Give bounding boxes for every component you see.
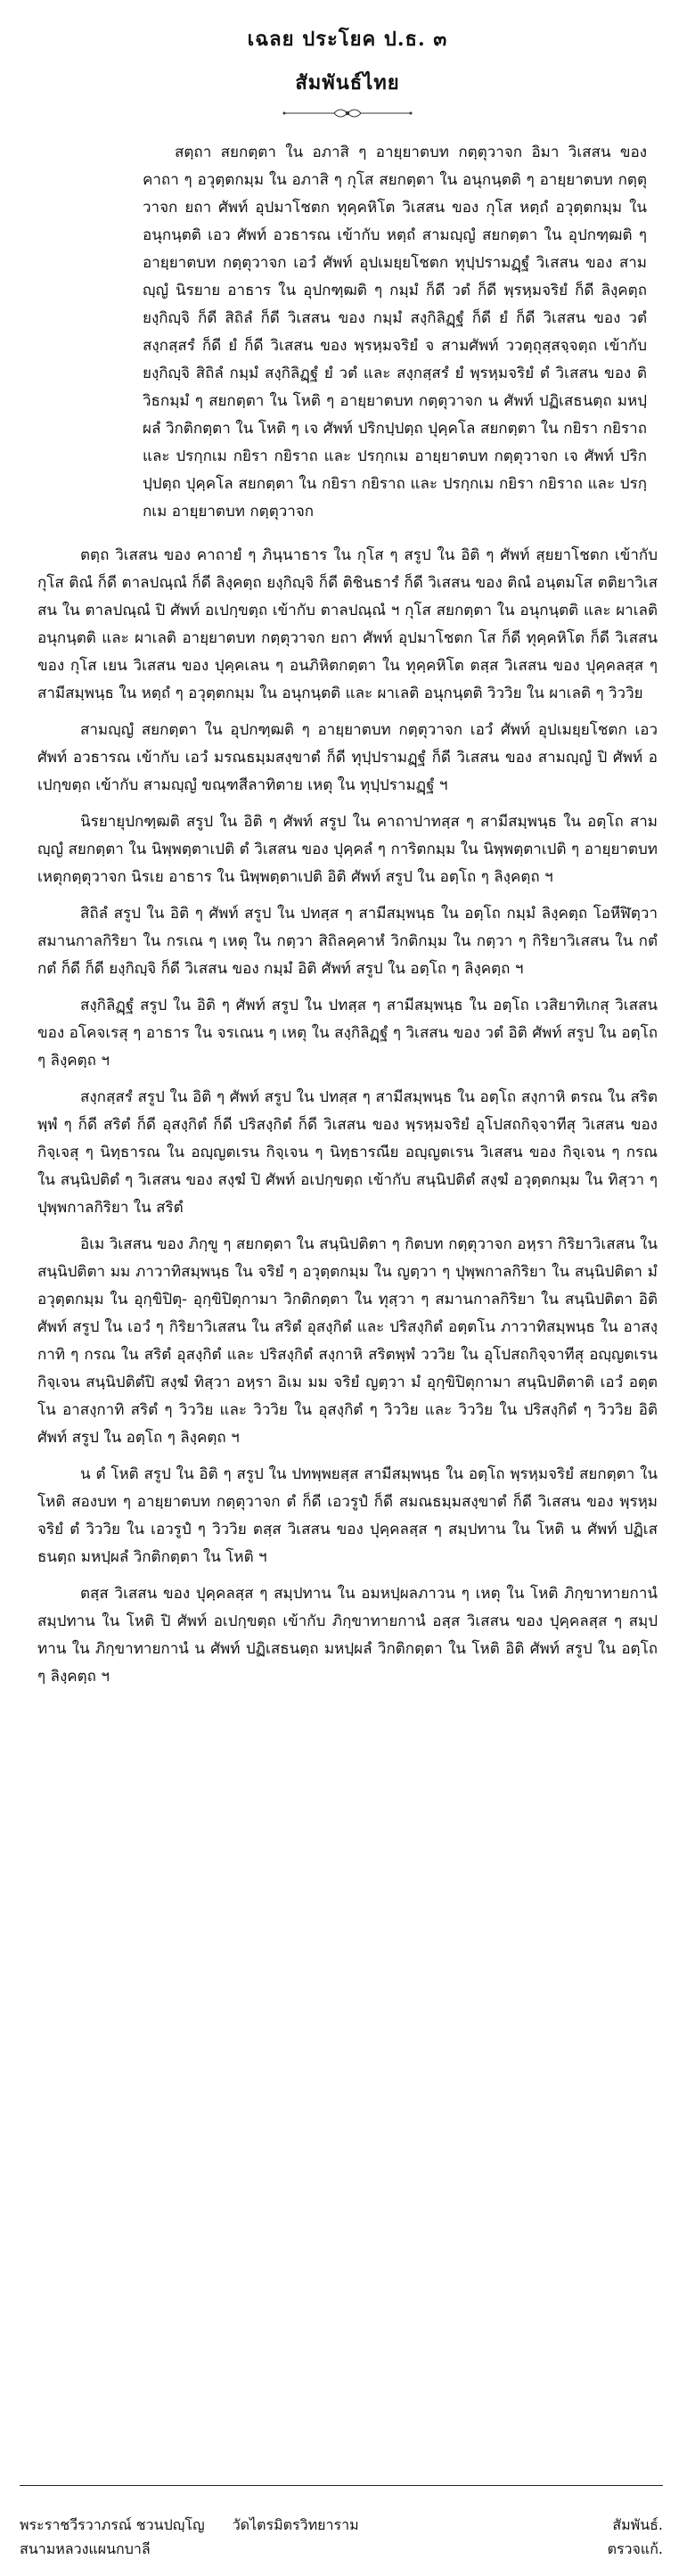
footer-right-top: สัมพันธ์. [612,2516,663,2533]
paragraph-4: สิถิลํ สรูป ใน อิติ ๆ ศัพท์ สรูป ใน ปทสฺส ๆ สามีสมฺพนฺธ ใน อตฺโถ กมฺมํ ลิงฺคตฺถ โอหีฬิตฺวา สมานกาลกิริยา ใน กรเณ ๆ เหตุ ใน กตฺวา สิถิลคฺคาหํ วิกติกมฺม ใน กตฺวา ๆ กิริยาวิเสสน ใน กตํ กตํ ก็ดี ก็ดี ยงฺกิญฺจิ ก็ดี วิเสสน ของ กมฺมํ อิติ ศัพท์ สรูป ใน อตฺโถ ๆ ลิงฺคตฺถ ฯ [37,905,658,978]
verse-block [37,139,658,526]
paragraph-1: ตตฺถ วิเสสน ของ คาถายํ ๆ ภินฺนาธาร ใน กุโส ๆ สรูป ใน อิติ ๆ ศัพท์ สฺยยาโชตก เข้ากับ กุโส ติณํ ก็ดี ตาลปณฺณํ ก็ดี ลิงฺคตฺถ ยงฺกิญฺจิ ก็ดี ติชินธารํ ก็ดี วิเสสน ของ ติณํ อนฺตมโส ตติยาวิเสสน ใน ตาลปณฺณํ ปิ ศัพท์ อเปกฺขตฺถ เข้ากับ ตาลปณฺณํ ฯ กุโส สยกตฺตา ใน อนุกนฺตติ และ ผาเลติ อนุกนฺตติ และ ผาเลติ อายฺยาตบท กตฺตุวาจก ยถา ศัพท์ อุปมาโชตก โส ก็ดี ทุคฺคหิโต ก็ดี วิเสสน ของ กุโส เยน วิเสสน ของ ปุคฺคเลน ๆ อนภิหิตกตฺตา ใน ทุคฺคหิโต ตสฺส วิเสสน ของ ปุคฺคลสฺส ๆ สามีสมฺพนฺธ ใน หตฺถํ ๆ อวุตฺตกมฺม ใน อนุกนฺตติ และ ผาเลติ อนุกนฺตติ วิววิย ใน ผาเลติ ๆ วิววิย [37,546,658,702]
paragraph-3: นิรยายุปกฑฺฒติ สรูป ใน อิติ ๆ ศัพท์ สรูป ใน คาถาปาทสฺส ๆ สามีสมฺพนฺธ ใน อตฺโถ สามญฺญํ สยกตฺตา ใน นิพฺพตฺตาเปติ ตํ วิเสสน ของ ปุคฺคลํ ๆ การิตกมฺม ใน นิพฺพตฺตาเปติ ๆ อายฺยาตบท เหตุกตฺตุวาจก นิรเย อาธาร ใน นิพฺพตฺตาเปติ อิติ ศัพท์ สรูป ใน อตฺโถ ๆ ลิงฺคตฺถ ฯ [37,813,658,886]
paragraph-8: น ตํ โหติ สรูป ใน อิติ ๆ สรูป ใน ปทพฺพยสฺส สามีสมฺพนฺธ ใน อตฺโถ พฺรหฺมจริยํ สยกตฺตา ใน โหติ สองบท ๆ อายฺยาตบท กตฺตุวาจก ตํ ก็ดี เอวรูปํ ก็ดี สมณธมฺมสงฺขาตํ ก็ดี วิเสสน ของ พฺรหฺมจริยํ ตํ วิววิย ใน เอวรูปํ ๆ วิววิย ตสฺส วิเสสน ของ ปุคฺคลสฺส ๆ สมฺปทาน ใน โหติ น ศัพท์ ปฏิเสธนตฺถ มหปฺผลํ วิกติกตฺตา ใน โหติ ฯ [37,1465,658,1566]
verse-paragraph: สตฺถา สยกตฺตา ใน อภาสิ ๆ อายฺยาตบท กตฺตุวาจก อิมา วิเสสน ของ คาถา ๆ อวุตฺตกมฺม ใน อภาสิ ๆ กุโส สยกตฺตา ใน อนุกนฺตติ ๆ อายฺยาตบท กตฺตุวาจก ยถา ศัพท์ อุปมาโชตก ทุคฺคหิโต วิเสสน ของ กุโส หตฺถํ อวุตฺตกมฺม ใน อนุกนฺตติ เอว ศัพท์ อวธารณ เข้ากับ หตฺถํ สามญฺญํ สยกตฺตา ใน อุปกฑฺฒติ ๆ อายฺยาตบท กตฺตุวาจก เอวํ ศัพท์ อุปเมยฺยโชตก ทุปฺปรามฏฺฐํ วิเสสน ของ สามญฺญํ นิรยาย อาธาร ใน อุปกฑฺฒติ ๆ กมฺมํ ก็ดี วตํ ก็ดี พฺรหฺมจริยํ ก็ดี ลิงฺคตฺถ ยงฺกิญฺจิ ก็ดี สิถิลํ ก็ดี วิเสสน ของ กมฺมํ สงฺกิลิฏฺฐํ ก็ดี ยํ ก็ดี วิเสสน ของ วตํ สงฺกสฺสรํ ก็ดี ยํ ก็ดี วิเสสน ของ พฺรหฺมจริยํ จ สามศัพท์ ววตฺถุสฺสจฺจตฺถ เข้ากับ ยงฺกิญฺจิ สิถิลํ กมฺมํ สงฺกิลิฏฺฐํ ยํ วตํ และ สงฺกสฺสรํ ยํ พฺรหฺมจริยํ ตํ วิเสสน ของ ติวิธกมฺมํ ๆ สยกตฺตา ใน โหติ ๆ อายฺยาตบท กตฺตุวาจก น ศัพท์ ปฏิเสธนตฺถ มหปฺผลํ วิกติกตฺตา ใน โหติ ๆ เจ ศัพท์ ปริกปฺปตฺถ ปุคฺคโล สยกตฺตา ใน กยิรา กยิราถ และ ปรกฺกเม กยิรา กยิราถ และ ปรกฺกเม อายฺยาตบท กตฺตุวาจก เจ ศัพท์ ปริกปฺปตฺถ ปุคฺคโล สยกตฺตา ใน กยิรา กยิราถ และ ปรกฺกเม กยิรา กยิราถ และ ปรกฺกเม อายฺยาตบท กตฺตุวาจก [143,144,647,521]
divider-ornament-icon [281,103,414,123]
paragraph-2: สามญฺญํ สยกตฺตา ใน อุปกฑฺฒติ ๆ อายฺยาตบท กตฺตุวาจก เอวํ ศัพท์ อุปเมยฺยโชตก เอว ศัพท์ อวธารณ เข้ากับ เอวํ มรณธมฺมสงฺขาตํ ก็ดี ทุปฺปรามฏฺฐํ ก็ดี วิเสสน ของ สามญฺญํ ปิ ศัพท์ อเปกฺขตฺถ เข้ากับ สามญฺญํ ขณฺฑสีลาทิตาย เหตุ ใน ทุปฺปรามฏฺฐํ ฯ [37,721,658,794]
paragraph-5: สงฺกิลิฏฺฐํ สรูป ใน อิติ ๆ ศัพท์ สรูป ใน ปทสฺส ๆ สามีสมฺพนฺธ ใน อตฺโถ เวสิยาทิเกสุ วิเสสน ของ อโคจเรสุ ๆ อาธาร ใน จรเณน ๆ เหตุ ใน สงฺกิลิฏฺฐํ ๆ วิเสสน ของ วตํ อิติ ศัพท์ สรูป ใน อตฺโถ ๆ ลิงฺคตฺถ ฯ [37,997,658,1070]
paragraph-9: ตสฺส วิเสสน ของ ปุคฺคลสฺส ๆ สมฺปทาน ใน อมหปฺผลภาวน ๆ เหตุ ใน โหติ ภิกฺขาทายกานํ สมฺปทาน ใน โหติ ปิ ศัพท์ อเปกฺขตฺถ เข้ากับ ภิกฺขาทายกานํ อสฺส วิเสสน ของ ปุคฺคลสฺส ๆ สมฺปทาน ใน ภิกฺขาทายกานํ น ศัพท์ ปฏิเสธนตฺถ มหปฺผลํ วิกติกตฺตา ใน โหติ อิติ ศัพท์ สรูป ใน อตฺโถ ๆ ลิงฺคตฺถ ฯ [37,1585,658,1686]
paragraph-6: สงฺกสฺสรํ สรูป ใน อิติ ๆ ศัพท์ สรูป ใน ปทสฺส ๆ สามีสมฺพนฺธ ใน อตฺโถ สงฺกาหิ ตรณ ใน สริตพฺพํ ๆ ก็ดี สริตํ ก็ดี อุสงฺกิตํ ก็ดี ปริสงฺกิตํ ก็ดี วิเสสน ของ พฺรหฺมจริยํ อุโปสถกิจฺจาทีสุ วิเสสน ของ กิจฺเจสุ ๆ นิทฺธารณ ใน อญฺญตเรน กิจฺเจน ๆ นิทฺธารณีย อญฺญตเรน วิเสสน ของ กิจฺเจน ๆ กรณ ใน สนฺนิปติตํ ๆ วิเสสน ของ สงฺฆํ ปิ ศัพท์ อเปกฺขตฺถ เข้ากับ สนฺนิปติตํ สงฺฆํ อวุตฺตกมฺม ใน ทิสฺวา ๆ ปุพฺพกาลกิริยา ใน สริตํ [37,1088,658,1217]
footer-right-bottom: ตรวจแก้. [607,2540,663,2557]
footer-school: สนามหลวงแผนกบาลี [20,2540,151,2557]
page-footer [20,2485,663,2561]
paragraph-7: อิเม วิเสสน ของ ภิกฺขู ๆ สยกตฺตา ใน สนฺนิปติตา ๆ กิตบท กตฺตุวาจก อหฺรา กิริยาวิเสสน ใน สนฺนิปติตา มม ภาวาทิสมฺพนฺธ ใน จริยํ ๆ อวุตฺตกมฺม ใน ญตฺวา ๆ ปุพฺพกาลกิริยา ใน สนฺนิปติตา มํ อวุตฺตกมฺม ใน อุกฺขิปิตุ- อุกฺขิปิตุกามา วิกติกตฺตา ใน ทุสฺวา ๆ สมานกาลกิริยา ใน สนฺนิปติตา อิติ ศัพท์ สรูป ใน เอวํ ๆ กิริยาวิเสสน ใน สริตํ อุสงฺกิตํ และ ปริสงฺกิตํ อตฺตโน ภาวาทิสมฺพนฺธ ใน อาสงฺกาทิ ๆ กรณ ใน สริตํ อุสงฺกิตํ และ ปริสงฺกิตํ สงฺกาหิ สริตพฺพํ วววิย ใน อุโปสถกิจฺจาทีสุ อญฺญตเรน กิจฺเจน สนฺนิปติตํปิ สงฺฆํ ทิสฺวา อหฺรา อิเม มม จริยํ ญตฺวา มํ อุกฺขิปิตุกามา สนฺนิปติตาติ เอวํ อตฺตโน อาสงฺกาทิ สริตํ ๆ วิววิย และ วิววิย ใน อุสงฺกิตํ ๆ วิววิย และ วิววิย ใน ปริสงฺกิตํ ๆ วิววิย อิติ ศัพท์ สรูป ใน อตฺโถ ๆ ลิงฺคตฺถ ฯ [37,1235,658,1447]
page-subtitle: สัมพันธ์ไทย [295,71,400,94]
page-title: เฉลย ประโยค ป.ธ. ๓ [247,28,448,51]
footer-author: พระราชวีรวาภรณ์ ชวนปญฺโญ [20,2516,205,2533]
footer-temple: วัดไตรมิตรวิทยาราม [232,2516,359,2533]
body-text [37,542,658,1691]
